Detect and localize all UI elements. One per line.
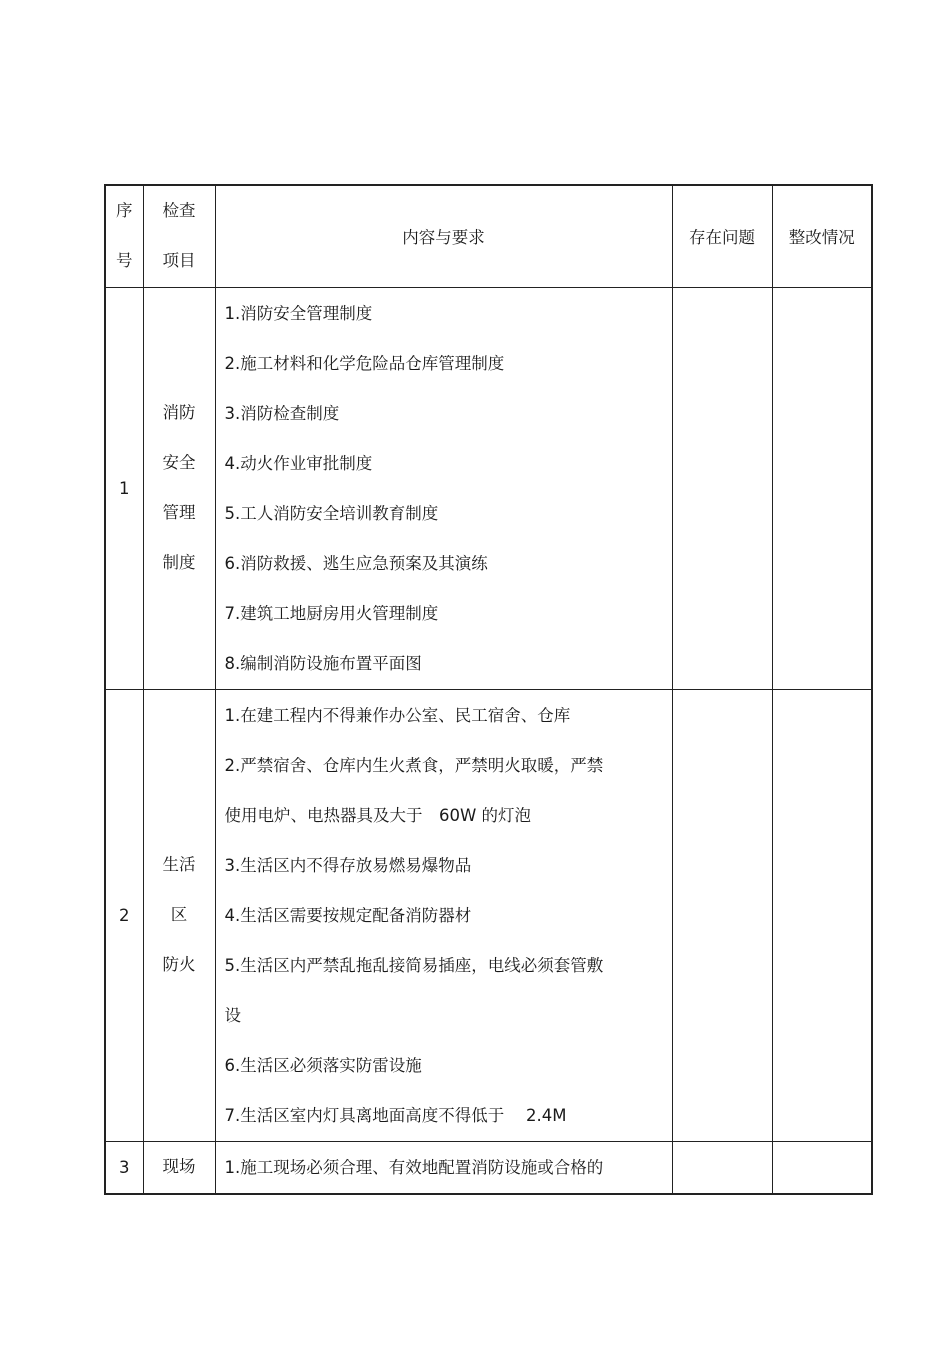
header-content-cell: 内容与要求 [215,185,672,287]
row-fix-cell[interactable] [772,287,872,689]
content-line: 8.编制消防设施布置平面图 [224,653,422,673]
content-line: 使用电炉、电热器具及大于 60W 的灯泡 [224,805,532,825]
row-item-cell [143,689,215,1141]
header-seq-line: 号 [116,251,133,271]
row-seq-cell: 3 [105,1141,143,1194]
row-issue-cell[interactable] [672,1141,772,1194]
row-seq-cell: 1 [105,287,143,689]
row-item-line: 区 [170,905,188,924]
content-line: 5.工人消防安全培训教育制度 [224,503,439,523]
fire-inspection-table [104,184,873,1195]
content-line: 1.施工现场必须合理、有效地配置消防设施或合格的 [224,1157,604,1177]
content-line: 1.在建工程内不得兼作办公室、民工宿舍、仓库 [224,705,571,725]
content-line: 6.消防救援、逃生应急预案及其演练 [224,553,488,573]
row-issue-cell[interactable] [672,287,772,689]
inspection-sheet [104,184,873,1186]
content-line: 设 [224,1005,241,1025]
row-item-cell [143,287,215,689]
row-item-line: 生活 [162,855,196,874]
content-line: 3.生活区内不得存放易燃易爆物品 [224,855,472,875]
row-content-cell [215,1141,672,1194]
header-item-line: 检查 [162,201,196,221]
header-item-line: 项目 [162,251,196,271]
table-header-row [105,185,872,287]
content-line: 2.严禁宿舍、仓库内生火煮食，严禁明火取暖，严禁 [224,755,604,775]
header-item-cell [143,185,215,287]
table-row [105,287,872,689]
row-item-line: 管理 [162,503,196,522]
row-content-cell [215,689,672,1141]
row-item-line: 制度 [162,553,196,572]
header-fix-cell: 整改情况 [772,185,872,287]
content-line: 3.消防检查制度 [224,403,340,423]
content-line: 4.生活区需要按规定配备消防器材 [224,905,472,925]
header-seq-line: 序 [116,201,133,221]
table-row [105,1141,872,1194]
content-line: 1.消防安全管理制度 [224,303,373,323]
header-seq-cell [105,185,143,287]
content-line: 2.施工材料和化学危险品仓库管理制度 [224,353,505,373]
row-item-cell [143,1141,215,1194]
row-fix-cell[interactable] [772,689,872,1141]
content-line: 7.生活区室内灯具离地面高度不得低于 2.4M [224,1105,567,1125]
table-row [105,689,872,1141]
row-item-line: 现场 [162,1157,196,1176]
content-line: 4.动火作业审批制度 [224,453,373,473]
row-item-line: 防火 [162,955,196,974]
content-line: 6.生活区必须落实防雷设施 [224,1055,422,1075]
row-item-line: 安全 [162,453,196,472]
row-issue-cell[interactable] [672,689,772,1141]
row-seq-cell: 2 [105,689,143,1141]
row-fix-cell[interactable] [772,1141,872,1194]
row-item-line: 消防 [162,403,196,422]
row-content-cell [215,287,672,689]
content-line: 7.建筑工地厨房用火管理制度 [224,603,439,623]
header-issue-cell: 存在问题 [672,185,772,287]
content-line: 5.生活区内严禁乱拖乱接简易插座，电线必须套管敷 [224,955,604,975]
